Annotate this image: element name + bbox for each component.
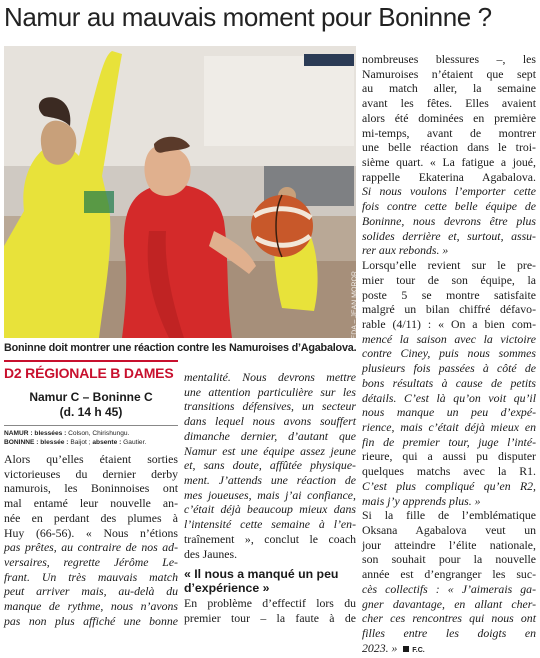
body-column-1: Alors qu’elles étaient sorties victorieuses du dernier derby namurois, les Boninnoises ont mal entamé leur nouvelle an- née en perdant des plumes à Huy (66-56). « Nous n’étions pas prêtes, au contraire de nos ad- versaires, regrette Jérôme Le- frant. Un très mauvais match peut arriver mais, au-delà du manque de rythme, nous n’avons pas non plus affiché une bonne: [4, 452, 178, 628]
body-column-2-bottom: En problème d’effectif lors du premier tour – la faute à de: [184, 596, 356, 625]
headline: Namur au mauvais moment pour Boninne ?: [4, 2, 492, 32]
body-column-3: nombreuses blessures –, les Namuroises n’étaient que sept au match aller, la semaine avant les fêtes. Elles avaient alors été dominées en première mi-temps, avant de montrer une belle réaction dans le troi- sième quart. « La fatigue a joué, rappelle Ekaterina Agabalova. Si nous voulons l’emporter cette fois contre cette belle équipe de Boninne, nous devrons être plus solides derrière et, surtout, assu- rer aux rebonds. » Lorsqu’elle revient sur le pre- mier tour de son équipe, la poste 5 se montre satisfaite malgré un bilan chiffré défavo- rable (4/11) : « On a bien com- mencé la saison avec la victoire contre Ciney, puis nous sommes plusieurs fois passées à côté de bons résultats à cause de petits détails. C’est là qu’on voit qu’il nous manque un peu d’expé- rience, mais c’était déjà mieux en fin de premier tour, juge l’inté- rieure, qui a aussi pu disputer quelques matchs avec la R1. C’est plus compliqué qu’en R2, mais j’y apprends plus. » Si la fille de l’emblématique Oksana Agabalova veut un jour atteindre l’élite nationale, son souhait pour la nouvelle année est d’engranger les suc- cès collectifs : « J’aimerais ga- gner davantage, en allant cher- cher ces rencontres qui nous ont filles entre les doigts en 2023. » F.C.: [362, 52, 536, 655]
lineup-info: [4, 429, 178, 447]
body-column-2: mentalité. Nous devrons mettre une attention particulière sur les transitions défensives, un secteur dans lequel nous avons souffert dimanche dernier, d’autant que Namur est une équipe assez jeune et, sans doute, affûtée physique- ment. J’attends une réaction de mes joueuses, mais j’ai confiance, c’était déjà beaucoup mieux dans l’intensité cette semaine à l’en- traînement », conclut le coach des Jaunes.: [184, 370, 356, 561]
lineup-boninne: BONINNE : blessée : Baijot ; absente : Gautier.: [4, 439, 147, 446]
match-header: [4, 390, 178, 420]
subhead: « Il nous a manqué un peu d’expérience »: [184, 567, 339, 595]
article-photo: [4, 46, 356, 338]
match-rule: [4, 425, 178, 426]
photo-credit: EDA – JEAN MOROR: [351, 271, 358, 340]
lineup-namur: NAMUR : blessées : Colson, Chirishungu.: [4, 430, 130, 437]
end-square-icon: [403, 646, 409, 652]
section-title: D2 RÉGIONALE B DAMES: [4, 365, 174, 381]
match-teams: Namur C – Boninne C: [29, 390, 153, 404]
section-rule: [4, 360, 178, 362]
photo-caption: Boninne doit montrer une réaction contre les Namuroises d’Agabalova.: [4, 342, 357, 354]
author-signature: F.C.: [412, 646, 425, 654]
match-time: (d. 14 h 45): [59, 405, 123, 419]
